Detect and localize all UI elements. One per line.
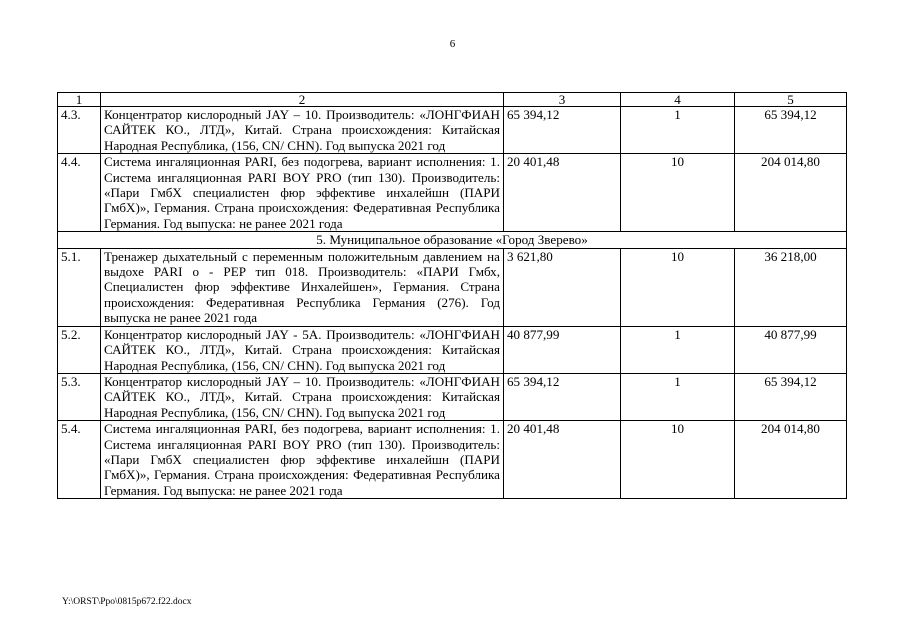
quantity: 10 — [621, 248, 735, 326]
row-number: 4.3. — [58, 107, 101, 154]
row-number: 5.2. — [58, 326, 101, 373]
total-amount: 36 218,00 — [735, 248, 847, 326]
row-number: 4.4. — [58, 154, 101, 232]
quantity: 1 — [621, 326, 735, 373]
header-col-5: 5 — [735, 93, 847, 107]
table-header-row — [58, 93, 847, 107]
items-table — [57, 92, 847, 499]
quantity: 1 — [621, 373, 735, 420]
quantity: 1 — [621, 107, 735, 154]
page-number: 6 — [449, 38, 456, 50]
table-row — [58, 107, 847, 154]
item-description: Тренажер дыхательный с переменным положительным давлением на выдохе PARI o - PEP тип 018. Производитель: «ПАРИ Гмбх, Специалистен фюр эффективе Инхалейшен», Германия. Страна происхождения: Федеративная Республика Германия (276). Год выпуска не ранее 2021 года — [101, 248, 504, 326]
unit-price: 65 394,12 — [504, 373, 621, 420]
total-amount: 65 394,12 — [735, 373, 847, 420]
quantity: 10 — [621, 154, 735, 232]
header-col-1: 1 — [58, 93, 101, 107]
file-path-footer: Y:\ORST\Ppo\0815p672.f22.docx — [62, 597, 192, 607]
table-row — [58, 248, 847, 326]
table-row — [58, 326, 847, 373]
row-number: 5.1. — [58, 248, 101, 326]
table-row — [58, 154, 847, 232]
total-amount: 204 014,80 — [735, 421, 847, 499]
header-col-2: 2 — [101, 93, 504, 107]
unit-price: 40 877,99 — [504, 326, 621, 373]
header-col-3: 3 — [504, 93, 621, 107]
item-description: Концентратор кислородный JAY – 10. Производитель: «ЛОНГФИАН САЙТЕК КО., ЛТД», Китай. Страна происхождения: Китайская Народная Республика, (156, CN/ CHN). Год выпуска 2021 год — [101, 107, 504, 154]
header-col-4: 4 — [621, 93, 735, 107]
total-amount: 204 014,80 — [735, 154, 847, 232]
item-description: Система ингаляционная PARI, без подогрева, вариант исполнения: 1. Система ингаляционная PARI BOY PRO (тип 130). Производитель: «Пари ГмбХ специалистен фюр эффективе инхалейшн (ПАРИ ГмбХ)», Германия. Страна происхождения: Федеративная Республика Германия. Год выпуска: не ранее 2021 года — [101, 154, 504, 232]
section-row — [58, 232, 847, 248]
total-amount: 40 877,99 — [735, 326, 847, 373]
table-row — [58, 373, 847, 420]
unit-price: 65 394,12 — [504, 107, 621, 154]
item-description: Система ингаляционная PARI, без подогрева, вариант исполнения: 1. Система ингаляционная PARI BOY PRO (тип 130). Производитель: «Пари ГмбХ специалистен фюр эффективе инхалейшн (ПАРИ ГмбХ)», Германия. Страна происхождения: Федеративная Республика Германия. Год выпуска: не ранее 2021 года — [101, 421, 504, 499]
section-title: 5. Муниципальное образование «Город Зверево» — [58, 232, 847, 248]
unit-price: 20 401,48 — [504, 154, 621, 232]
table-row — [58, 421, 847, 499]
unit-price: 3 621,80 — [504, 248, 621, 326]
item-description: Концентратор кислородный JAY - 5A. Производитель: «ЛОНГФИАН САЙТЕК КО., ЛТД», Китай. Страна происхождения: Китайская Народная Республика, (156, CN/ CHN). Год выпуска 2021 год — [101, 326, 504, 373]
total-amount: 65 394,12 — [735, 107, 847, 154]
row-number: 5.3. — [58, 373, 101, 420]
item-description: Концентратор кислородный JAY – 10. Производитель: «ЛОНГФИАН САЙТЕК КО., ЛТД», Китай. Страна происхождения: Китайская Народная Республика, (156, CN/ CHN). Год выпуска 2021 год — [101, 373, 504, 420]
row-number: 5.4. — [58, 421, 101, 499]
unit-price: 20 401,48 — [504, 421, 621, 499]
quantity: 10 — [621, 421, 735, 499]
